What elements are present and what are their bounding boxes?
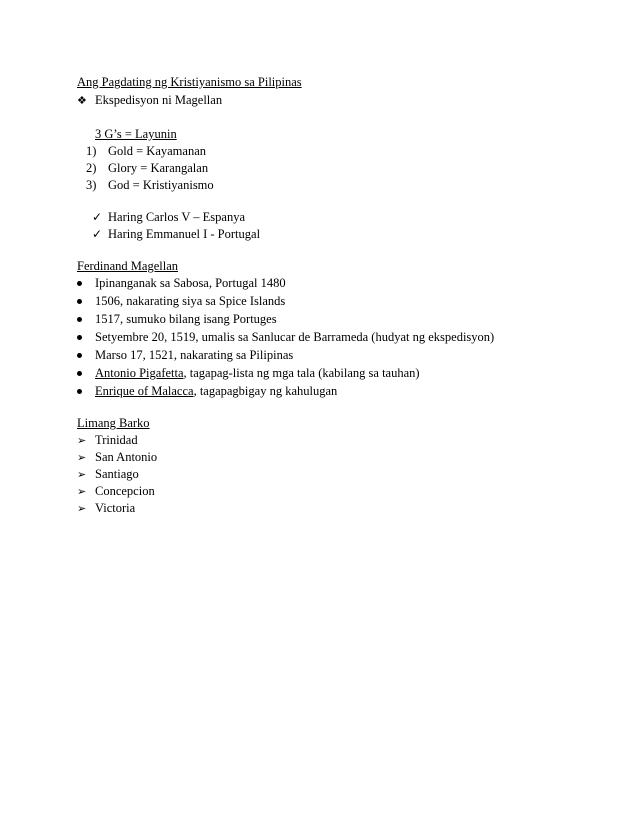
king-item [92,210,245,225]
king-text: Haring Carlos V – Espanya [108,210,246,224]
arrow-bullet-icon: ➢ [77,435,87,447]
goal-number: 1) [86,144,97,158]
magellan-item-text: 1517, sumuko bilang isang Portuges [95,312,277,326]
ship-name: Concepcion [95,484,155,498]
magellan-item-text: Marso 17, 1521, nakarating sa Pilipinas [95,348,294,362]
enrique-link[interactable]: Enrique of Malacca [95,384,194,398]
document-title: Ang Pagdating ng Kristiyanismo sa Pilipinas [77,75,302,89]
magellan-item-text: , tagapagbigay ng kahulugan [193,384,338,398]
bullet-dot-icon [77,335,82,340]
magellan-item [77,348,293,363]
bullet-dot-icon [77,371,82,376]
expedition-item [77,93,222,109]
goal-text: Glory = Karangalan [108,161,209,175]
magellan-item [77,366,420,381]
goal-item [86,178,214,193]
arrow-bullet-icon: ➢ [77,452,87,464]
magellan-item-text: Setyembre 20, 1519, umalis sa Sanlucar de Barrameda (hudyat ng ekspedisyon) [95,330,495,344]
arrow-bullet-icon: ➢ [77,469,87,481]
bullet-dot-icon [77,317,82,322]
ship-name: Santiago [95,467,139,481]
ship-item [77,501,135,517]
checkmark-icon: ✓ [92,227,103,241]
magellan-item [77,384,337,399]
magellan-item-text: 1506, nakarating siya sa Spice Islands [95,294,286,308]
goal-number: 3) [86,178,97,192]
checkmark-icon: ✓ [92,210,103,224]
arrow-bullet-icon: ➢ [77,486,87,498]
ship-item [77,467,139,483]
arrow-bullet-icon: ➢ [77,503,87,515]
ships-heading: Limang Barko [77,416,150,430]
bullet-dot-icon [77,299,82,304]
ship-item [77,450,157,466]
magellan-item-text: Ipinanganak sa Sabosa, Portugal 1480 [95,276,286,290]
bullet-dot-icon [77,353,82,358]
ship-item [77,484,155,500]
magellan-heading: Ferdinand Magellan [77,259,179,273]
ship-name: San Antonio [95,450,158,464]
ship-name: Victoria [95,501,136,515]
ship-item [77,433,138,449]
magellan-item-text: , tagapag-lista ng mga tala (kabilang sa tauhan) [183,366,420,380]
diamond-bullet-icon: ❖ [77,95,87,107]
expedition-text: Ekspedisyon ni Magellan [95,93,223,107]
goal-text: God = Kristiyanismo [108,178,214,192]
magellan-item [77,294,285,309]
ship-name: Trinidad [95,433,138,447]
pigafetta-link[interactable]: Antonio Pigafetta [95,366,184,380]
bullet-dot-icon [77,389,82,394]
king-text: Haring Emmanuel I - Portugal [108,227,261,241]
goal-item [86,144,206,159]
magellan-item [77,276,286,291]
bullet-dot-icon [77,281,82,286]
goal-item [86,161,208,176]
magellan-item [77,330,494,345]
goals-heading: 3 G’s = Layunin [95,127,177,141]
magellan-item [77,312,277,327]
goal-text: Gold = Kayamanan [108,144,206,158]
goal-number: 2) [86,161,97,175]
king-item [92,227,260,242]
